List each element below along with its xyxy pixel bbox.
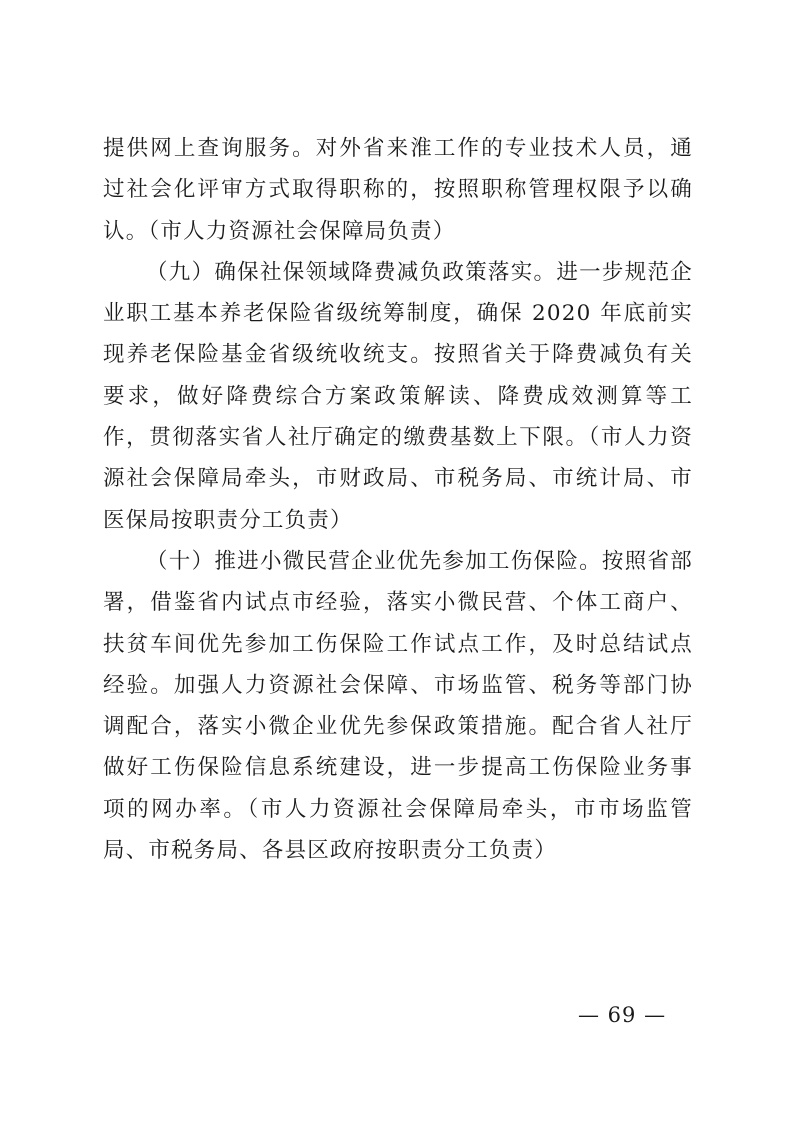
paragraph-item-ten: （十）推进小微民营企业优先参加工伤保险。按照省部署，借鉴省内试点市经验，落实小微民营、个体工商户、扶贫车间优先参加工伤保险工作试点工作，及时总结试点经验。加强人力资源社会保障、市场监管、税务等部门协调配合，落实小微企业优先参保政策措施。配合省人社厅做好工伤保险信息系统建设，进一步提高工伤保险业务事项的网办率。（市人力资源社会保障局牵头，市市场监管局、市税务局、各县区政府按职责分工负责） <box>103 548 693 864</box>
page-number: — 69 — <box>578 1003 667 1027</box>
body-text <box>103 128 693 871</box>
paragraph-continuation: 提供网上查询服务。对外省来淮工作的专业技术人员，通过社会化评审方式取得职称的，按照职称管理权限予以确认。（市人力资源社会保障局负责） <box>103 136 693 244</box>
paragraph-item-nine: （九）确保社保领域降费减负政策落实。进一步规范企业职工基本养老保险省级统筹制度，确保 2020 年底前实现养老保险基金省级统收统支。按照省关于降费减负有关要求，做好降费综合方案政策解读、降费成效测算等工作，贯彻落实省人社厅确定的缴费基数上下限。（市人力资源社会保障局牵头，市财政局、市税务局、市统计局、市医保局按职责分工负责） <box>103 259 693 533</box>
